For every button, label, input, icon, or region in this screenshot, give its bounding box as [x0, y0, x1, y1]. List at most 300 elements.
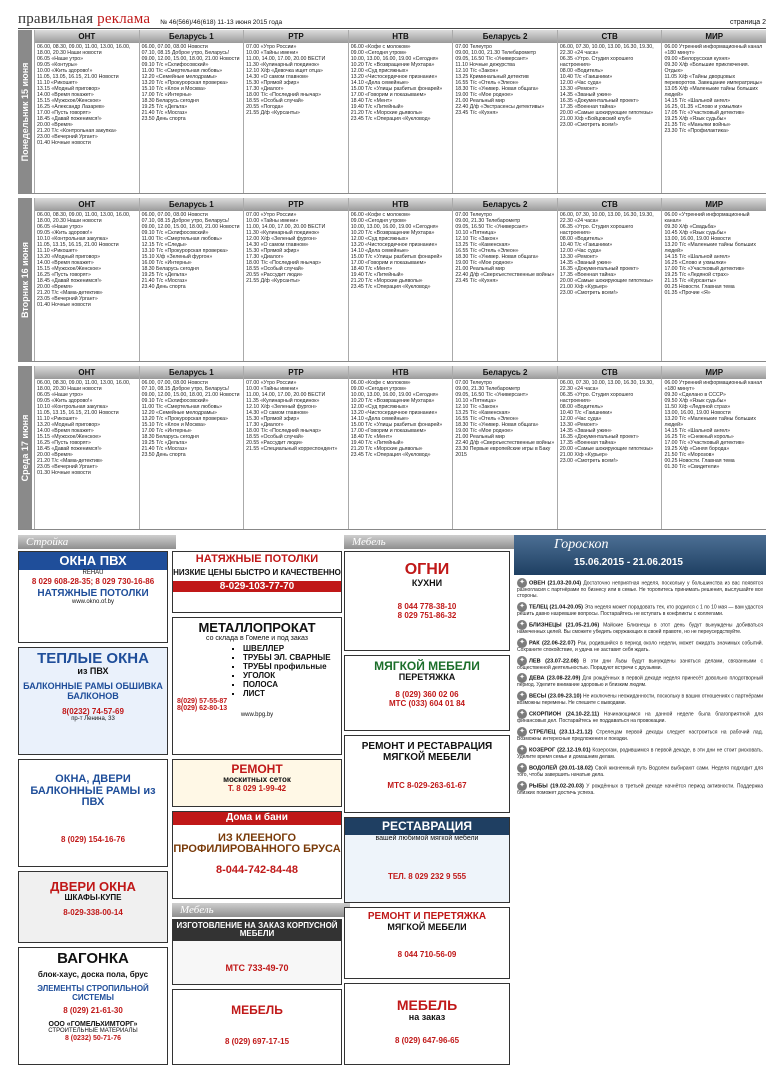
program-item: 06.35 «Утро. Студия хорошего настроения» — [559, 56, 634, 68]
channel-column — [34, 198, 139, 361]
program-item: 12.20 «Семейные мелодрамы» — [141, 410, 217, 416]
zodiac-icon: ✦ — [517, 781, 527, 791]
zodiac-icon: ✦ — [517, 602, 527, 612]
program-item: 13.00, 16.00, 19.00 Новости — [664, 236, 731, 242]
program-item: 19.25 Т/с «Дельта» — [141, 104, 188, 110]
ad-item: ▪ ТРУБЫ ЭЛ. СВАРНЫЕ — [243, 653, 341, 662]
channel-column — [661, 198, 766, 361]
program-item: 01.30 Ночные новости — [37, 470, 91, 476]
program-item: 11.30 «Кулинарный поединок» — [246, 62, 320, 68]
program-item: 14.35 «Званый ужин» — [559, 92, 612, 98]
program-item: 13.20 «Чистосердечное признание» — [350, 74, 438, 80]
horoscope-sign — [517, 673, 763, 689]
program-item: 13.05 Х/ф «Маленькие тайны больших людей» — [664, 86, 758, 98]
sign-name: ДЕВА (23.08-22.09) — [529, 675, 581, 682]
program-list — [662, 211, 766, 297]
program-item: 11.30 «Кулинарный поединок» — [246, 230, 320, 236]
channel-name: Беларусь 1 — [140, 30, 244, 43]
program-item: 13.20 «Чистосердечное признание» — [350, 242, 438, 248]
program-item: 08.00 «Водитель» — [559, 404, 603, 410]
channel-column — [139, 30, 244, 193]
program-item: 10.40 Т/с «Гаишники» — [559, 242, 613, 248]
program-item: 08.00 «Водитель» — [559, 68, 603, 74]
channel-column — [243, 30, 348, 193]
program-item: 17.00 «Говорим и показываем» — [350, 260, 427, 266]
program-item: 22.40 Д/ф «Сверхъестественные войны» — [455, 440, 555, 446]
day-label-text: Среда 17 июня — [20, 414, 30, 481]
program-item: 19.25 Т/с «Дельта» — [141, 440, 188, 446]
channel-column — [557, 366, 662, 529]
program-item: 09.05, 16.50 Т/с «Универсант» — [455, 392, 529, 398]
program-item: 14.00 «Время покажет» — [37, 260, 94, 266]
program-item: 01.40 Ночные новости — [37, 302, 91, 308]
program-item: 20.00 «Время» — [37, 284, 73, 290]
program-item: 17.30 «Диалог» — [246, 86, 284, 92]
ad-text: ЭЛЕМЕНТЫ СТРОПИЛЬНОЙ СИСТЕМЫ — [37, 984, 149, 1002]
channel-name: Беларусь 2 — [453, 366, 557, 379]
channel-name: Беларусь 2 — [453, 198, 557, 211]
channel-column — [34, 366, 139, 529]
program-item: 11.10 «Рикошет» — [37, 248, 78, 254]
program-item: 18.45 «Давай поженимся!» — [37, 278, 102, 284]
program-item: 09.10 Т/с «Склифосовский» — [141, 62, 209, 68]
program-item: 17.00 Т/с «Интерны» — [141, 428, 192, 434]
ad-phone: 8 (029) 647-96-65 — [394, 1036, 460, 1046]
channel-column — [557, 198, 662, 361]
program-item: 23.45 Т/с «Кухня» — [455, 278, 499, 284]
program-item: 23.45 Т/с «Операция «Кукловод» — [350, 284, 431, 290]
program-item: 21.40 Т/с «Мосгаз» — [141, 278, 188, 284]
ad-phone: ТЕЛ. 8 029 232 9 555 — [387, 871, 467, 881]
ad-title: ИЗГОТОВЛЕНИЕ НА ЗАКАЗ КОРПУСНОЙ МЕБЕЛИ — [173, 920, 341, 941]
program-item: 07.00 «Утро России» — [246, 212, 297, 218]
program-item: 10.40 Т/с «Гаишники» — [559, 74, 613, 80]
program-item: 21.00 Х/ф «Бойцовский клуб» — [559, 116, 632, 122]
program-item: 06.00 «Кофе с молоком» — [350, 212, 411, 218]
ad-item-list — [243, 644, 341, 698]
program-item: 14.30 «О самом главном» — [246, 410, 309, 416]
program-item: 08.00 «Водитель» — [559, 236, 603, 242]
ad-phone: 8 044 710-56-09 — [397, 949, 457, 959]
zodiac-icon: ✦ — [517, 620, 527, 630]
program-list — [349, 379, 453, 459]
program-item: 13.20 Т/с «Маленькие тайны больших людей» — [664, 242, 756, 254]
channel-name: РТР — [244, 198, 348, 211]
channel-row — [34, 366, 766, 529]
program-item: 20.00 «Самые шокирующие гипотезы» — [559, 278, 653, 284]
program-item: 16.25 Т/с «Снежный король» — [664, 434, 734, 440]
channel-name: ОНТ — [35, 198, 139, 211]
program-item: 23.50 День спорта — [141, 116, 186, 122]
program-list — [35, 43, 139, 147]
program-item: 17.30 «Диалог» — [246, 422, 284, 428]
ad-subtitle: москитных сеток — [223, 774, 291, 784]
horoscope-sign — [517, 691, 763, 707]
ad-subtitle: КУХНИ — [411, 577, 443, 588]
program-item: 09.05 «Жить здорово!» — [37, 230, 93, 236]
program-item: 18.30 Беларусь сегодня — [141, 434, 199, 440]
program-item: 12.10 Х/ф «Девочка ищет отца» — [246, 68, 323, 74]
program-item: 09.00, 10.00, 21.30 Телебарометр — [455, 50, 536, 56]
program-item: 12.20 «Семейные мелодрамы» — [141, 74, 217, 80]
sign-text: Рак, родившийся в период около недели, может ожидать значимых событий. Сохраните спокойствие, и удача не заставит себя ждать. — [517, 639, 763, 653]
program-item: 06.00, 07.30, 10.00, 13.00, 16.30, 19.30, 22.30 «24 часа» — [559, 212, 654, 224]
program-item: 18.00 Т/с «Последний янычар» — [246, 428, 322, 434]
channel-row — [34, 198, 766, 361]
channel-name: СТВ — [558, 30, 662, 43]
program-item: 18.55 «Особый случай» — [246, 266, 304, 272]
program-item: 11.10 «Рикошет» — [37, 80, 78, 86]
zodiac-icon: ✦ — [517, 578, 527, 588]
channel-column — [557, 30, 662, 193]
channel-column — [348, 30, 453, 193]
program-item: 12.00 «Суд присяжных» — [350, 404, 409, 410]
zodiac-icon: ✦ — [517, 673, 527, 683]
ad-phone: 8-029-338-00-14 — [63, 908, 123, 918]
ad-item: ▪ ПОЛОСА — [243, 680, 341, 689]
program-item: 11.00 Т/с «Смертельная любовь» — [141, 68, 222, 74]
program-item: 09.50 Х/ф «Язык судьбы» — [664, 398, 727, 404]
channel-column — [139, 366, 244, 529]
program-item: 06.00 «Кофе с молоком» — [350, 380, 411, 386]
section-stroyka: Стройка — [18, 535, 176, 549]
ad-item: ▪ ШВЕЛЛЕР — [243, 644, 341, 653]
program-item: 09.00, 21.30 Телебарометр — [455, 386, 521, 392]
section-mebel: Мебель — [344, 535, 518, 549]
program-item: 19.00 Т/с «Мое родное» — [455, 260, 514, 266]
channel-name: СТВ — [558, 366, 662, 379]
program-item: 18.40 Т/с «Мент» — [350, 434, 393, 440]
program-item: 20.00 «Время» — [37, 122, 73, 128]
program-item: 16.55 Т/с «Отель «Элеон» — [455, 248, 519, 254]
program-item: 18.55 «Особый случай» — [246, 98, 304, 104]
program-item: 17.00 «Говорим и показываем» — [350, 92, 427, 98]
program-item: 15.10 Х/ф «Зеленый фургон» — [141, 254, 213, 260]
program-item: 18.45 «Давай поженимся!» — [37, 116, 102, 122]
program-item: 11.05 Х/ф «Тайны дворцовых переворотов. Завещание императрицы» — [664, 74, 763, 86]
sign-text: Свой жизненный путь Водолеи выбирают сами. Неделя подходит для того, чтобы завершить начатые дела. — [517, 765, 763, 778]
ad-subtitle: из ПВХ — [77, 665, 109, 676]
channel-name: Беларусь 2 — [453, 30, 557, 43]
program-item: 13.30 «Ремонт» — [559, 254, 598, 260]
sign-text: Эта неделя может порадовать тех, кто родился с 1 по 10 мая — вам удастся решить давно назревшие вопросы. Постарайтесь не вступать в конфликты с коллегами. — [517, 604, 764, 617]
program-item: 13.20 «Чистосердечное признание» — [350, 410, 438, 416]
ad-title: ДВЕРИ ОКНА — [50, 879, 136, 894]
sign-name: ОВЕН (21.03-20.04) — [529, 580, 582, 587]
program-item: 21.20 Т/с «Морские дьяволы» — [350, 278, 423, 284]
program-item: 06.00, 08.30, 09.00, 11.00, 13.00, 16.00, 18.00, 20.30 Наши новости — [37, 380, 131, 392]
program-item: 16.25 «Александр Лазарев» — [37, 104, 105, 110]
program-item: 09.00 «Сегодня утром» — [350, 386, 407, 392]
program-item: 07.00 Телеутро — [455, 212, 492, 218]
program-item: 15.10 Т/с «Клон и Москва» — [141, 86, 206, 92]
program-item: 12.10 Т/с «Закон» — [455, 68, 499, 74]
sign-name: ВЕСЫ (23.09-23.10) — [529, 693, 582, 700]
program-item: 12.00 «Суд присяжных» — [350, 68, 409, 74]
program-item: 19.40 Т/с «Литейный» — [350, 440, 404, 446]
program-item: 17.00 «Говорим и показываем» — [350, 428, 427, 434]
program-item: 10.20 Т/с «Возвращение Мухтара» — [350, 398, 435, 404]
program-item: 14.00 «Время покажет» — [37, 428, 94, 434]
ad-title: РЕСТАВРАЦИЯ — [345, 818, 509, 835]
horoscope-signs — [514, 575, 766, 798]
ad-potolki — [172, 551, 342, 613]
program-item: 18.00 Т/с «Последний янычар» — [246, 92, 322, 98]
program-item: 01.30 Т/с «Свидетели» — [664, 464, 720, 470]
horoscope-dates: 15.06.2015 - 21.06.2015 — [574, 557, 683, 568]
program-item: 23.05 «Вечерний Ургант» — [37, 296, 98, 302]
program-item: 21.20 Т/с «Морские дьяволы» — [350, 446, 423, 452]
ad-title: НАТЯЖНЫЕ ПОТОЛКИ — [195, 553, 319, 565]
program-item: 22.40 Д/ф «Сверхъестественные войны» — [455, 272, 555, 278]
program-item: 10.10 «Контрольная закупка» — [37, 404, 108, 410]
program-item: 16.55 Т/с «Отель «Элеон» — [455, 80, 519, 86]
program-item: 21.20 Т/с «Мама-детектив» — [37, 290, 103, 296]
ad-subtitle: вашей любимой мягкой мебели — [375, 834, 479, 842]
program-item: 10.20 Т/с «Возвращение Мухтара» — [350, 230, 435, 236]
program-item: 21.55 Д/ф «Курсанты» — [246, 278, 300, 284]
ad-title: ТЕПЛЫЕ ОКНА — [37, 650, 149, 667]
day-label — [18, 198, 32, 361]
program-item: 23.00 «Смотреть всем!» — [559, 290, 618, 296]
sign-text: Не исключены неожиданности, поскольку в ваших отношениях с партнёрами возможны перемены. Не спешите с выводами. — [517, 693, 763, 707]
sign-name: ТЕЛЕЦ (21.04-20.05) — [529, 604, 584, 611]
program-item: 09.00, 21.30 Телебарометр — [455, 218, 521, 224]
ad-phone: 8 (029) 21-61-30 — [63, 1005, 123, 1015]
program-item: 09.05, 16.50 Т/с «Универсант» — [455, 224, 529, 230]
ad-okna-pvh — [18, 551, 168, 643]
program-item: 13.20 Т/с «Прокурорская проверка» — [141, 416, 228, 422]
day-label-text: Вторник 16 июня — [20, 241, 30, 318]
program-item: 18.30 Т/с «Универ. Новая общага» — [455, 86, 539, 92]
program-item: 06.05 «Наше утро» — [37, 392, 84, 398]
program-item: 21.00 Реальный мир — [455, 266, 505, 272]
program-list — [35, 211, 139, 309]
program-list — [558, 211, 662, 297]
sign-name: ЛЕВ (23.07-22.08) — [529, 657, 579, 664]
program-item: 09.00 «Сегодня утром» — [350, 218, 407, 224]
program-item: 14.35 «Званый ужин» — [559, 428, 612, 434]
program-item: 06.00 Утренний информационный канал «180 минут» — [664, 44, 763, 56]
page-number: страница 2 — [729, 19, 766, 26]
channel-column — [243, 366, 348, 529]
program-item: 01.35 «Прочие «Я» — [664, 290, 711, 296]
horoscope-sign — [517, 578, 763, 600]
program-item: 21.55 «Специальный корреспондент» — [246, 446, 338, 452]
channel-name: РТР — [244, 30, 348, 43]
issue-info: № 46(566)/46(618) 11-13 июня 2015 года — [160, 19, 283, 26]
program-list — [453, 211, 557, 285]
sign-text: В эти дни Львы будут вынуждены заняться делами, связанными с общественной деятельностью. Порадуют встречи с друзьями. — [517, 657, 763, 671]
channel-name: ОНТ — [35, 366, 139, 379]
program-item: 19.25 Т/с «Ледяной страх» — [664, 272, 729, 278]
program-item: 10.00 «Тайны имени» — [246, 386, 299, 392]
program-item: 18.40 Т/с «Мент» — [350, 98, 393, 104]
channel-name: МИР — [662, 198, 766, 211]
program-item: 17.00 «Пусть говорят» — [37, 110, 91, 116]
ad-subtitle-2: СТРОИТЕЛЬНЫЕ МАТЕРИАЛЫ — [48, 1028, 138, 1035]
program-item: 11.05, 13.15, 16.15, 21.00 Новости — [37, 242, 119, 248]
program-item: 13.25 Т/с «Каменская» — [455, 410, 511, 416]
program-item: 15.30 «Прямой эфир» — [246, 416, 300, 422]
program-item: 22.40 Д/ф «Экстрасенсы детективы» — [455, 104, 545, 110]
program-item: 06.00, 08.30, 09.00, 11.00, 13.00, 16.00, 18.00, 20.30 Наши новости — [37, 212, 131, 224]
program-item: 20.55 «Рассудит люди» — [246, 440, 303, 446]
program-item: 13.00, 16.00, 19.00 Новости — [664, 410, 731, 416]
ad-phone: 8-044-742-84-48 — [216, 863, 298, 876]
program-item: 09.05 «Жить здорово!» — [37, 398, 93, 404]
program-item: 19.40 Т/с «Литейный» — [350, 104, 404, 110]
program-item: 10.10 «Пятница» — [455, 230, 497, 236]
ad-myagkoy-mebeli — [344, 655, 510, 731]
program-list — [244, 211, 348, 285]
program-item: 17.30 «Диалог» — [246, 254, 284, 260]
ad-title: МЕТАЛЛОПРОКАТ — [198, 620, 316, 635]
program-item: 11.00, 14.00, 17.00, 20.00 ВЕСТИ — [246, 56, 326, 62]
channel-column — [661, 30, 766, 193]
program-item: 06.00, 07.00, 08.00 Новости — [141, 380, 208, 386]
program-item: 17.35 «Военная тайна» — [559, 104, 617, 110]
horoscope-header — [514, 535, 766, 575]
program-item: 23.40 День спорта — [141, 284, 186, 290]
zodiac-icon: ✦ — [517, 745, 527, 755]
program-item: 19.25 Х/ф «Синяя борода» — [664, 446, 730, 452]
program-item: 23.45 Т/с «Операция «Кукловод» — [350, 116, 431, 122]
ad-okna-dveri — [18, 759, 168, 867]
program-item: 06.00 «Кофе с молоком» — [350, 44, 411, 50]
program-item: 09.05 «Контуры» — [37, 62, 78, 68]
ad-metalloprokat — [172, 617, 342, 755]
channel-name: Беларусь 1 — [140, 198, 244, 211]
program-item: 13.20 Т/с «Прокурорская проверка» — [141, 80, 228, 86]
zodiac-icon: ✦ — [517, 727, 527, 737]
ad-title: Дома и бани — [173, 812, 341, 825]
program-item: 16.35 «Документальный проект» — [559, 266, 639, 272]
program-item: 11.00, 14.00, 17.00, 20.00 ВЕСТИ — [246, 392, 326, 398]
program-item: 09.00 «Сегодня утром» — [350, 50, 407, 56]
ad-phone: МТС (033) 604 01 84 — [388, 699, 466, 709]
program-item: 11.50 Х/ф «Ледяной страх» — [664, 404, 731, 410]
program-item: 09.10 Т/с «Склифосовский» — [141, 230, 209, 236]
ad-remont-setok — [172, 759, 342, 807]
program-item: 06.35 «Утро. Студия хорошего настроения» — [559, 392, 634, 404]
program-item: 17.00 Т/с «Интерны» — [141, 92, 192, 98]
program-list — [140, 211, 244, 291]
program-item: 09.00 «Белорусская кухня» — [664, 56, 731, 62]
program-item: 11.35 «Кулинарный поединок» — [246, 398, 320, 404]
channel-name: Беларусь 1 — [140, 366, 244, 379]
sign-text: У рождённых в третьей декаде начнётся период активности. Поддержка близких поможет достичь успеха. — [517, 783, 763, 796]
program-item: 14.30 «О самом главном» — [246, 74, 309, 80]
sign-name: БЛИЗНЕЦЫ (21.05-21.06) — [529, 622, 600, 629]
sign-text: Для рождённых в первой декаде неделя принесёт довольно плодотворный период. Уделите внимание здоровью и близким людям. — [517, 675, 764, 689]
zodiac-icon: ✦ — [517, 656, 527, 666]
program-item: 18.30 Беларусь сегодня — [141, 98, 199, 104]
program-list — [349, 43, 453, 123]
horoscope-sign — [517, 656, 763, 672]
program-item: 11.00, 14.00, 17.00, 20.00 ВЕСТИ — [246, 224, 326, 230]
program-item: 14.10 «Дела семейные» — [350, 80, 409, 86]
tv-schedule — [18, 30, 766, 534]
channel-name: НТВ — [349, 30, 453, 43]
program-item: 10.00 «Жить здорово!» — [37, 68, 93, 74]
program-item: 10.45 Х/ф «Язык судьбы» — [664, 230, 727, 236]
program-item: 17.05 Т/с «Участковый детектив» — [664, 110, 745, 116]
program-item: 07.10, 08.15 Доброе утро, Беларусь! — [141, 218, 230, 224]
program-item: 15.30 «Прямой эфир» — [246, 80, 300, 86]
horoscope-sign — [517, 727, 763, 743]
program-item: 21.35 Т/с «Маньяки войны» — [664, 122, 731, 128]
program-list — [453, 43, 557, 117]
ad-title: ВАГОНКА — [57, 950, 129, 967]
program-item: 18.30 Т/с «Универ. Новая общага» — [455, 422, 539, 428]
program-item: 19.00 Т/с «Мое родное» — [455, 428, 514, 434]
program-item: 13.20 «Модный приговор» — [37, 422, 101, 428]
ad-phone: 8 029 751-86-32 — [397, 611, 457, 621]
program-item: 11.05, 13.15, 16.15, 21.00 Новости — [37, 410, 119, 416]
ad-phone: 8 (029) 697-17-15 — [224, 1036, 290, 1046]
program-item: 20.00 «Самые шокирующие гипотезы» — [559, 446, 653, 452]
program-item: 17.00 Т/с «Участковый детектив» — [664, 440, 745, 446]
program-item: 11.10 «Рикошет» — [37, 416, 78, 422]
ad-peretyazhka — [344, 907, 510, 979]
ad-vagonka — [18, 947, 168, 1065]
program-item: 16.00 Т/с «Интерны» — [141, 260, 192, 266]
tv-day — [18, 366, 766, 530]
section-mebel-2: Мебель — [172, 903, 350, 917]
program-item: 15.15 «Мужское/Женское» — [37, 266, 101, 272]
program-list — [453, 379, 557, 459]
program-item: 15.30 «Прямой эфир» — [246, 248, 300, 254]
channel-row — [34, 30, 766, 193]
program-item: 15.00 Т/с «Улицы разбитых фонарей» — [350, 422, 443, 428]
ad-phone: 8 029 608-28-35; 8 029 730-16-86 — [31, 576, 155, 586]
program-item: 23.30 Т/с «Профилактика» — [664, 128, 729, 134]
channel-name: МИР — [662, 30, 766, 43]
ad-title: ОКНА ПВХ — [19, 552, 167, 570]
program-item: 16.25 «Слово и ухмылки» — [664, 260, 727, 266]
program-list — [244, 379, 348, 453]
program-item: 09.10 Т/с «Склифосовский» — [141, 398, 209, 404]
program-item: 09.30 «Сделано в СССР» — [664, 392, 726, 398]
ad-subtitle: ПЕРЕТЯЖКА — [398, 671, 456, 682]
sign-name: СТРЕЛЕЦ (23.11-21.12) — [529, 729, 593, 736]
program-item: 06.05 «Наше утро» — [37, 56, 84, 62]
ad-dveri-okna — [18, 871, 168, 943]
program-item: 11.00 Т/с «Смертельная любовь» — [141, 404, 222, 410]
ad-title: МЕБЕЛЬ — [396, 997, 458, 1013]
program-item: 06.00, 07.00, 08.00 Новости — [141, 44, 208, 50]
ad-phone: 8(0232) 74-57-69 — [62, 707, 124, 717]
tv-day — [18, 198, 766, 362]
ad-site: www.bpg.by — [240, 711, 274, 718]
program-list — [349, 211, 453, 291]
program-item: 07.00 Телеутро — [455, 44, 492, 50]
program-item: 16.55 Т/с «Отель «Элеон» — [455, 416, 519, 422]
program-item: 10.00, 13.00, 16.00, 19.00 «Сегодня» — [350, 392, 439, 398]
program-item: 15.15 «Мужское/Женское» — [37, 98, 101, 104]
program-item: 12.10 Т/с «Закон» — [455, 236, 499, 242]
ad-phone: 8 (029) 154-16-76 — [60, 834, 126, 844]
program-item: 06.00 «Утренний информационный канал» — [664, 212, 750, 224]
sign-name: КОЗЕРОГ (22.12-19.01) — [529, 747, 591, 754]
sign-text: Достаточно неприятная неделя, поскольку у большинства из вас появятся разногласия с партнёрами по бизнесу или в семье. Не торопитесь принимать решения, выслушайте все стороны. — [517, 580, 763, 599]
program-item: 10.00, 13.00, 16.00, 19.00 «Сегодня» — [350, 224, 439, 230]
program-item: 09.05, 16.50 Т/с «Универсант» — [455, 56, 529, 62]
ad-subtitle: ИЗ КЛЕЕНОГО ПРОФИЛИРОВАННОГО БРУСА — [173, 831, 341, 856]
program-item: 09.00, 12.00, 15.00, 18.00, 21.00 Новости — [141, 224, 240, 230]
program-item: 18.55 «Особый случай» — [246, 434, 304, 440]
